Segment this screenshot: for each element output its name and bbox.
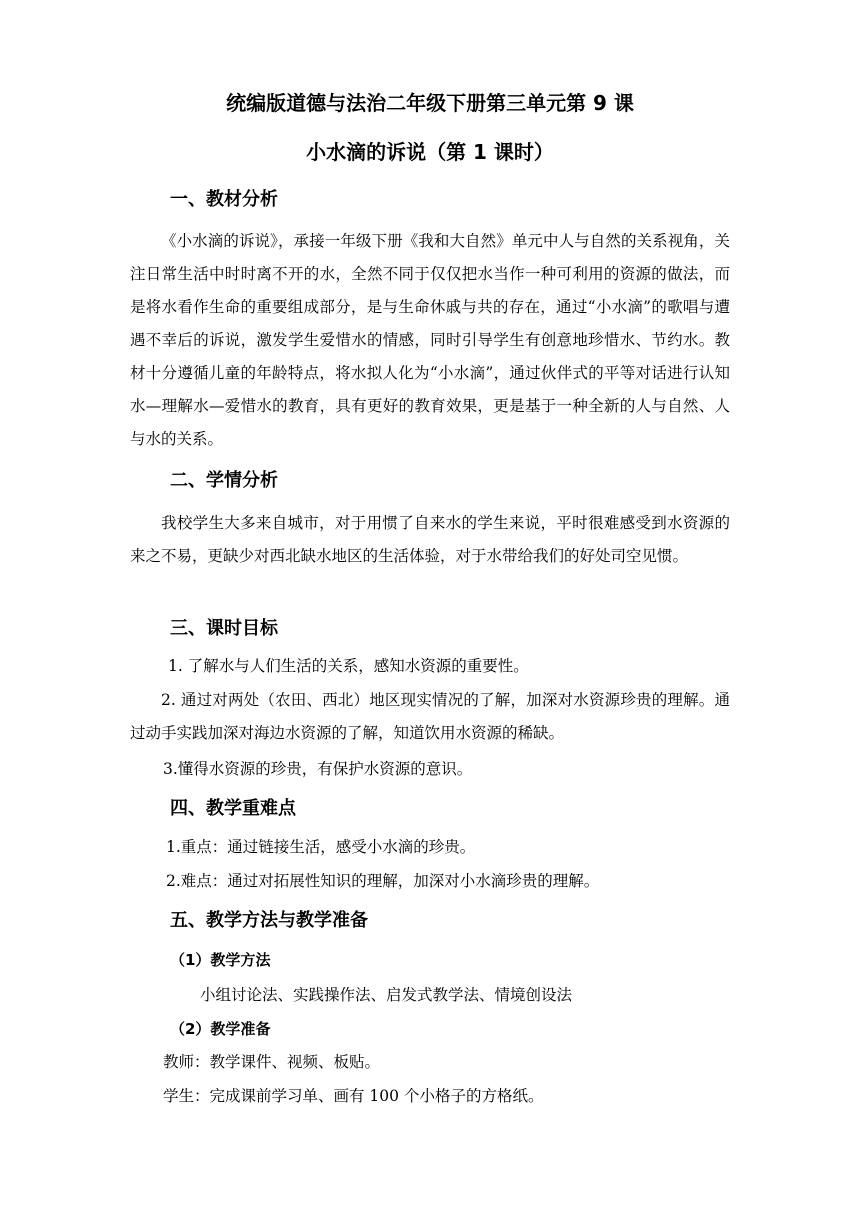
student-preparation-text: 学生：完成课前学习单、画有 100 个小格子的方格纸。 [163, 1087, 544, 1105]
section-heading-key-points: 四、教学重难点 [170, 798, 296, 819]
section-heading-student-analysis: 二、学情分析 [170, 470, 278, 491]
key-point-item-1: 1.重点：通过链接生活，感受小水滴的珍贵。 [166, 838, 476, 856]
document-title: 统编版道德与法治二年级下册第三单元第 9 课 [226, 91, 634, 115]
section-heading-methods-preparation: 五、教学方法与教学准备 [170, 910, 368, 931]
goal-item-3: 3.懂得水资源的珍贵，有保护水资源的意识。 [163, 760, 473, 778]
teacher-preparation-text: 教师：教学课件、视频、板贴。 [163, 1053, 381, 1071]
subheading-teaching-methods: （1）教学方法 [170, 951, 271, 969]
section-heading-lesson-goals: 三、课时目标 [170, 618, 278, 639]
student-analysis-paragraph: 我校学生大多来自城市，对于用惯了自来水的学生来说，平时很难感受到水资源的来之不易，更缺少对西北缺水地区的生活体验，对于水带给我们的好处司空见惯。 [130, 514, 730, 565]
goal-item-2: 2. 通过对两处（农田、西北）地区现实情况的了解，加深对水资源珍贵的理解。通过动手实践加深对海边水资源的了解，知道饮用水资源的稀缺。 [130, 691, 730, 742]
goal-item-1: 1. 了解水与人们生活的关系，感知水资源的重要性。 [168, 657, 529, 675]
teaching-methods-text: 小组讨论法、实践操作法、启发式教学法、情境创设法 [200, 986, 573, 1004]
lesson-title: 小水滴的诉说（第 1 课时） [306, 140, 554, 164]
subheading-teaching-preparation: （2）教学准备 [170, 1020, 271, 1038]
textbook-analysis-paragraph: 《小水滴的诉说》，承接一年级下册《我和大自然》单元中人与自然的关系视角，关注日常生活中时时离不开的水，全然不同于仅仅把水当作一种可利用的资源的做法，而是将水看作生命的重要组成部分，是与生命休戚与共的存在，通过“小水滴”的歌唱与遭遇不幸后的诉说，激发学生爱惜水的情感，同时引导学生有创意地珍惜水、节约水。教材十分遵循儿童的年龄特点，将水拟人化为“小水滴”，通过伙伴式的平等对话进行认知水—理解水—爱惜水的教育，具有更好的教育效果，更是基于一种全新的人与自然、人与水的关系。 [130, 232, 730, 448]
key-point-item-2: 2.难点：通过对拓展性知识的理解，加深对小水滴珍贵的理解。 [166, 872, 600, 890]
section-heading-textbook-analysis: 一、教材分析 [170, 189, 278, 210]
